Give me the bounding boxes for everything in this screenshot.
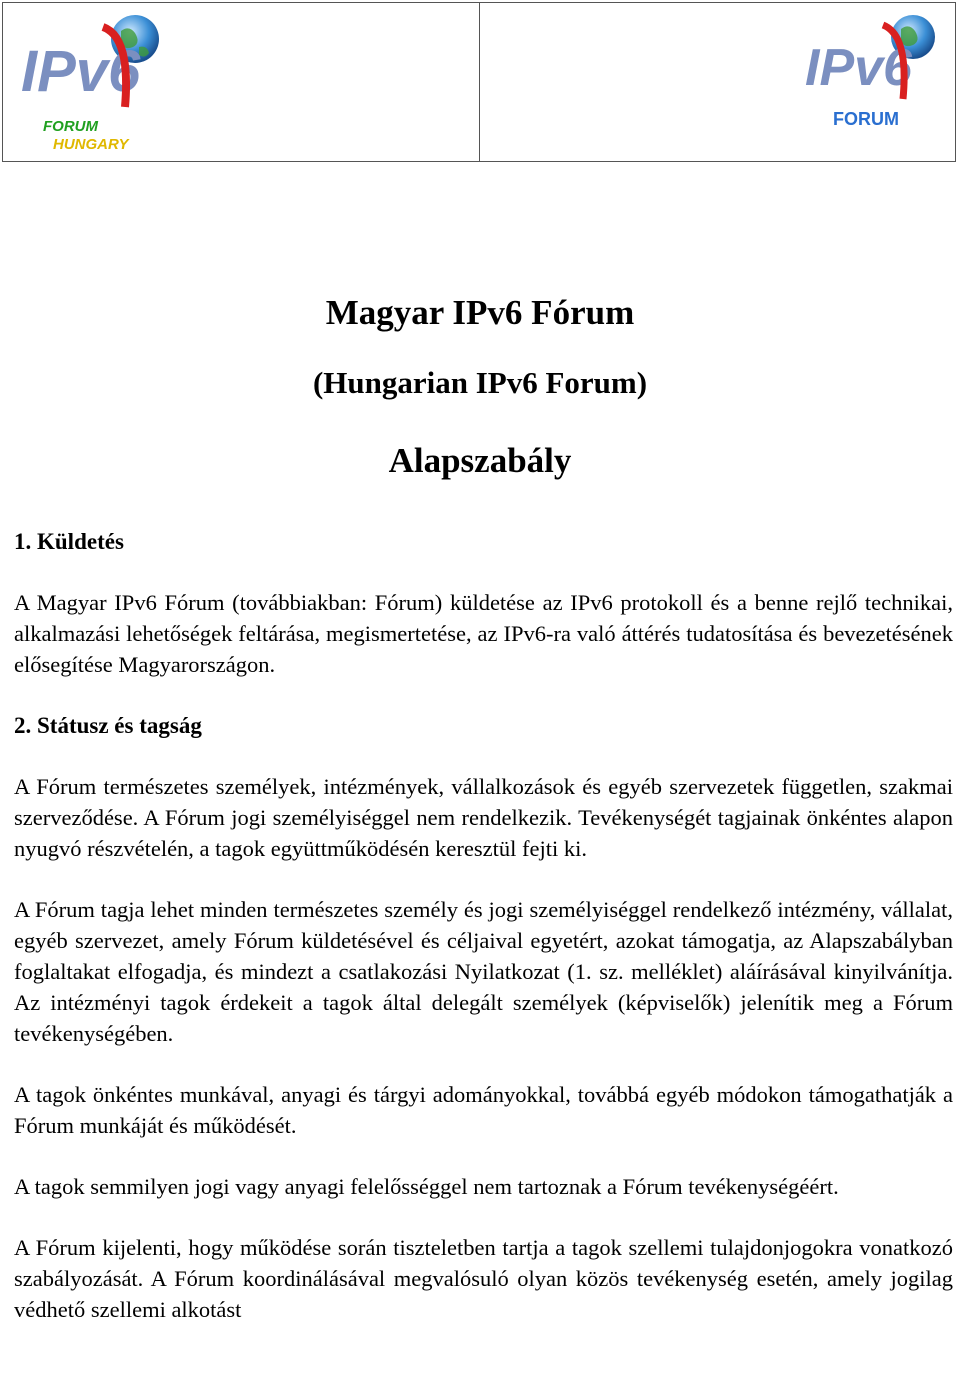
logo-cell-right — [479, 3, 956, 161]
document-body — [14, 526, 953, 1325]
page-subtitle: (Hungarian IPv6 Forum) — [312, 365, 648, 400]
page-title: Magyar IPv6 Fórum — [325, 293, 635, 332]
section-1-heading: 1. Küldetés — [14, 529, 124, 554]
section-2-paragraph-3: A tagok önkéntes munkával, anyagi és tárgyi adományokkal, továbbá egyéb módokon támogathatják a Fórum munkáját és működését. — [14, 1082, 953, 1138]
section-2-paragraph-5: A Fórum kijelenti, hogy működése során tiszteletben tartja a tagok szellemi tulajdonjogokra vonatkozó szabályozását. A Fórum koordinálásával megvalósuló olyan közös tevékenység esetén, amely jogilag védhető szellemi alkotást — [14, 1235, 953, 1322]
svg-text:IPv6: IPv6 — [21, 39, 141, 104]
logo-cell-left — [3, 3, 479, 161]
ipv6-forum-logo — [801, 7, 941, 137]
section-2-paragraph-1: A Fórum természetes személyek, intézmények, vállalkozások és egyéb szervezetek független, szakmai szerveződése. A Fórum jogi személyiséggel nem rendelkezik. Tevékenységét tagjainak önkéntes alapon nyugvó részvételén, a tagok együttműködésén keresztül fejti ki. — [14, 774, 953, 861]
logo-header-table — [2, 2, 956, 162]
svg-text:IPv6: IPv6 — [805, 39, 912, 97]
section-2-paragraph-4: A tagok semmilyen jogi vagy anyagi felelősséggel nem tartoznak a Fórum tevékenységéért. — [14, 1174, 839, 1199]
svg-text:FORUM: FORUM — [43, 118, 98, 135]
section-2-heading: 2. Státusz és tagság — [14, 713, 202, 738]
ipv6-forum-hungary-logo — [13, 7, 163, 157]
section-2-paragraph-2: A Fórum tagja lehet minden természetes személy és jogi személyiséggel rendelkező intézmény, vállalat, egyéb szervezet, amely Fórum küldetésével és céljaival egyetért, azokat támogatja, az Alapszabályban foglaltakat elfogadja, és mindezt a csatlakozási Nyilatkozat (1. sz. melléklet) aláírásával kinyilvánítja. Az intézményi tagok érdekeit a tagok által delegált személyek (képviselők) jelenítik meg a Fórum tevékenységében. — [14, 897, 953, 1046]
svg-text:FORUM: FORUM — [833, 109, 899, 129]
section-1-paragraph: A Magyar IPv6 Fórum (továbbiakban: Fórum) küldetése az IPv6 protokoll és a benne rejlő technikai, alkalmazási lehetőségek feltárása, megismertetése, az IPv6-ra való áttérés tudatosítása és bevezetésének elősegítése Magyarországon. — [14, 590, 953, 677]
svg-text:HUNGARY: HUNGARY — [53, 136, 129, 153]
document-title: Alapszabály — [388, 441, 572, 480]
